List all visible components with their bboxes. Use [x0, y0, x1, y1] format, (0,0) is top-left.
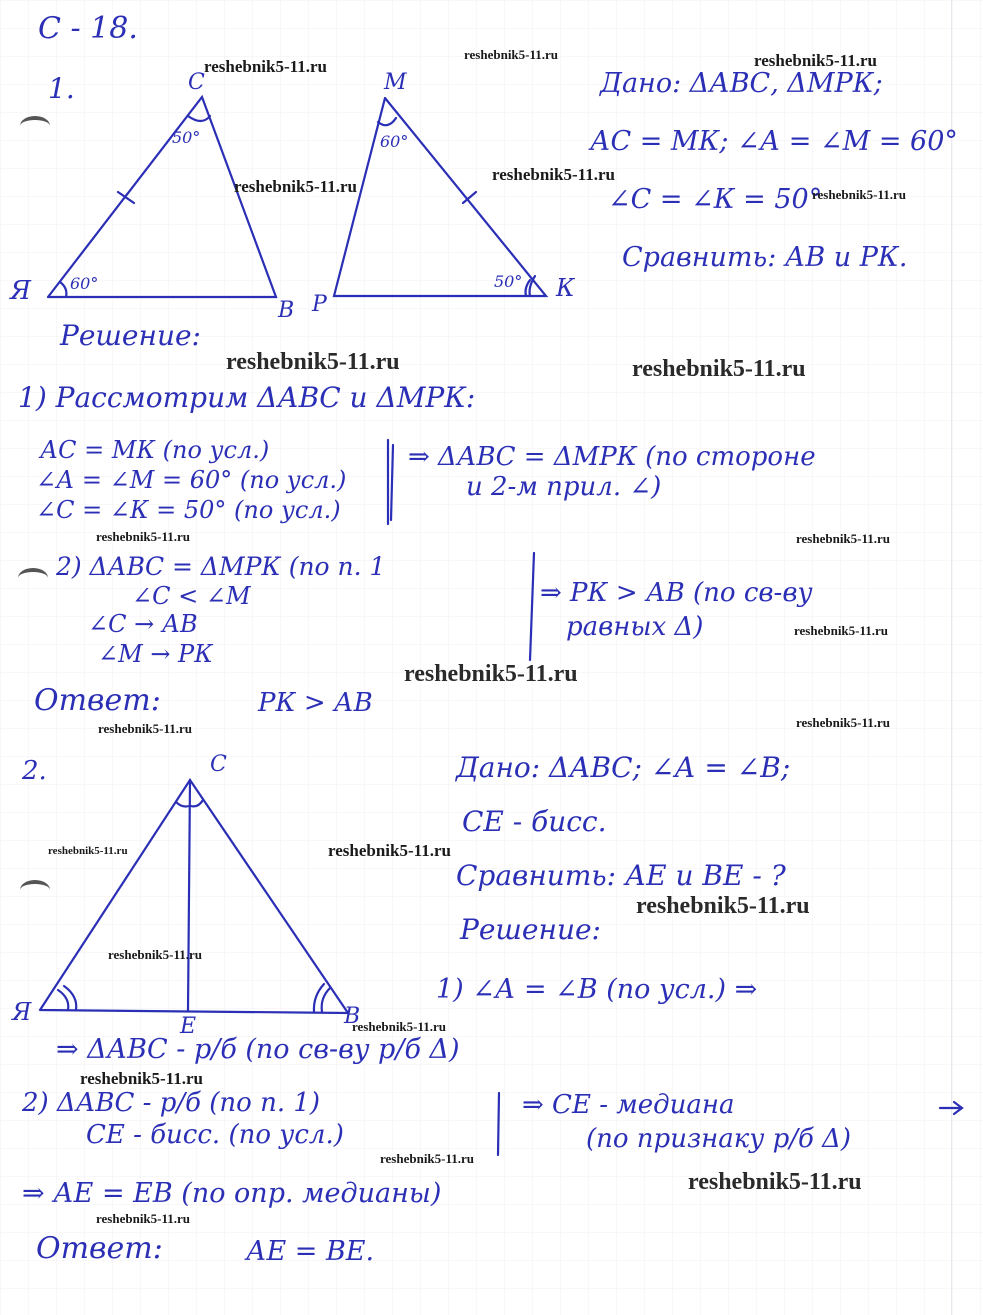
p2-step1-line-1: 1) ∠А = ∠В (по усл.) ⇒ — [436, 974, 758, 1005]
angle-label-k: 50° — [494, 272, 523, 291]
watermark: reshebnik5-11.ru — [688, 1169, 862, 1195]
watermark: reshebnik5-11.ru — [812, 187, 907, 202]
watermark: reshebnik5-11.ru — [352, 1019, 447, 1034]
bracket-step1b — [391, 445, 393, 520]
p1-step1-line-1: АС = МК (по усл.) — [40, 436, 270, 464]
triangle-abc-1 — [48, 97, 276, 297]
arc-angle-c — [188, 116, 210, 121]
p2-given-line-2: СЕ - бисс. — [462, 805, 607, 838]
p1-given-line-1: Дано: ΔАВС, ΔМРК; — [600, 68, 883, 99]
watermark: reshebnik5-11.ru — [492, 165, 615, 184]
watermark: reshebnik5-11.ru — [464, 47, 559, 62]
p1-step1-title: 1) Рассмотрим ΔАВС и ΔМРК: — [18, 381, 476, 414]
p1-step2-line-1: 2) ΔАВС = ΔМРК (по п. 1 — [56, 552, 386, 581]
arc-angle-b2-1 — [322, 988, 330, 1012]
watermark: reshebnik5-11.ru — [404, 661, 578, 687]
watermark: reshebnik5-11.ru — [226, 349, 400, 375]
vertex-label-e: Е — [180, 1014, 197, 1039]
p1-answer: РК > АВ — [258, 688, 373, 718]
bracket-step2 — [530, 553, 534, 660]
p1-step2-line-4: ∠М → РК — [98, 640, 213, 668]
vertex-label-a1: Я — [10, 276, 31, 306]
vertex-label-c1: C — [188, 70, 205, 95]
p2-answer-label: Ответ: — [36, 1231, 163, 1266]
vertex-label-p: Р — [312, 292, 327, 317]
p1-solution-title: Решение: — [60, 319, 201, 352]
p2-solution-title: Решение: — [460, 913, 601, 946]
p1-step1-result-2: и 2-м прил. ∠) — [466, 472, 662, 502]
watermark: reshebnik5-11.ru — [80, 1069, 203, 1088]
angle-label-a: 60° — [70, 274, 99, 293]
p1-step2-result-2: равных Δ) — [566, 612, 704, 642]
p1-step1-line-2: ∠А = ∠М = 60° (по усл.) — [36, 466, 347, 494]
bracket-p2step2 — [498, 1093, 499, 1155]
watermark: reshebnik5-11.ru — [380, 1151, 475, 1166]
watermark: reshebnik5-11.ru — [796, 715, 891, 730]
triangle-abc-2 — [40, 780, 348, 1013]
triangle-mpk — [334, 98, 546, 296]
p1-answer-label: Ответ: — [34, 683, 161, 718]
p2-step1-line-2: ⇒ ΔАВС - р/б (по св-ву р/б Δ) — [56, 1034, 460, 1065]
watermark: reshebnik5-11.ru — [796, 531, 891, 546]
watermark: reshebnik5-11.ru — [48, 845, 128, 857]
arc-angle-a — [60, 282, 66, 297]
vertex-label-b2: В — [344, 1004, 361, 1029]
p1-given-line-3: ∠С = ∠К = 50° — [608, 184, 823, 215]
watermark: reshebnik5-11.ru — [636, 893, 810, 919]
p1-step2-result-1: ⇒ РК > АВ (по св-ву — [540, 578, 813, 608]
vertex-label-a2: Я — [12, 998, 32, 1026]
watermark: reshebnik5-11.ru — [754, 51, 877, 70]
vertex-label-k: К — [556, 274, 575, 302]
arc-angle-c2-left — [176, 802, 189, 807]
arc-angle-a2-1 — [58, 990, 68, 1010]
p1-step1-line-3: ∠С = ∠К = 50° (по усл.) — [36, 496, 341, 524]
p1-step2-line-2: ∠С < ∠М — [132, 582, 251, 610]
p1-compare: Сравнить: АВ и РК. — [622, 242, 908, 273]
p2-step2-continuation: ⇒ АЕ = ЕВ (по опр. медианы) — [22, 1178, 442, 1209]
watermark: reshebnik5-11.ru — [328, 841, 451, 860]
vertex-label-b1: B — [278, 298, 295, 323]
problem-2-number: 2. — [22, 756, 47, 786]
vertex-label-c2: С — [210, 752, 227, 777]
p2-compare: Сравнить: АЕ и ВЕ - ? — [456, 859, 786, 892]
page-header: С - 18. — [38, 11, 138, 46]
p2-step2-right-1: ⇒ СЕ - медиана — [522, 1090, 735, 1120]
problem-1-number: 1. — [48, 72, 75, 105]
vertex-label-m: М — [384, 70, 407, 95]
p2-step2-right-2: (по признаку р/б Δ) — [586, 1124, 852, 1154]
p1-step1-result-1: ⇒ ΔАВС = ΔМРК (по стороне — [408, 442, 816, 472]
watermark: reshebnik5-11.ru — [96, 529, 191, 544]
p1-given-line-2: АС = МК; ∠А = ∠М = 60° — [590, 126, 958, 157]
p2-step2-left-2: СЕ - бисс. (по усл.) — [86, 1120, 344, 1150]
watermark: reshebnik5-11.ru — [632, 356, 806, 382]
watermark: reshebnik5-11.ru — [204, 57, 327, 76]
watermark: reshebnik5-11.ru — [108, 947, 203, 962]
watermark: reshebnik5-11.ru — [96, 1211, 191, 1226]
angle-label-m: 60° — [380, 132, 409, 151]
p2-answer: АЕ = ВЕ. — [246, 1236, 375, 1267]
arc-angle-c2-right — [191, 800, 203, 806]
watermark: reshebnik5-11.ru — [234, 177, 357, 196]
p1-step2-line-3: ∠С → АВ — [88, 610, 198, 638]
p2-step2-left-1: 2) ΔАВС - р/б (по п. 1) — [22, 1088, 321, 1118]
bisector-ce — [188, 780, 190, 1011]
arrow-right-edge — [940, 1102, 962, 1114]
watermark: reshebnik5-11.ru — [794, 623, 889, 638]
watermark: reshebnik5-11.ru — [98, 721, 193, 736]
p2-given-line-1: Дано: ΔАВС; ∠А = ∠В; — [456, 751, 791, 784]
angle-label-c: 50° — [172, 128, 201, 147]
